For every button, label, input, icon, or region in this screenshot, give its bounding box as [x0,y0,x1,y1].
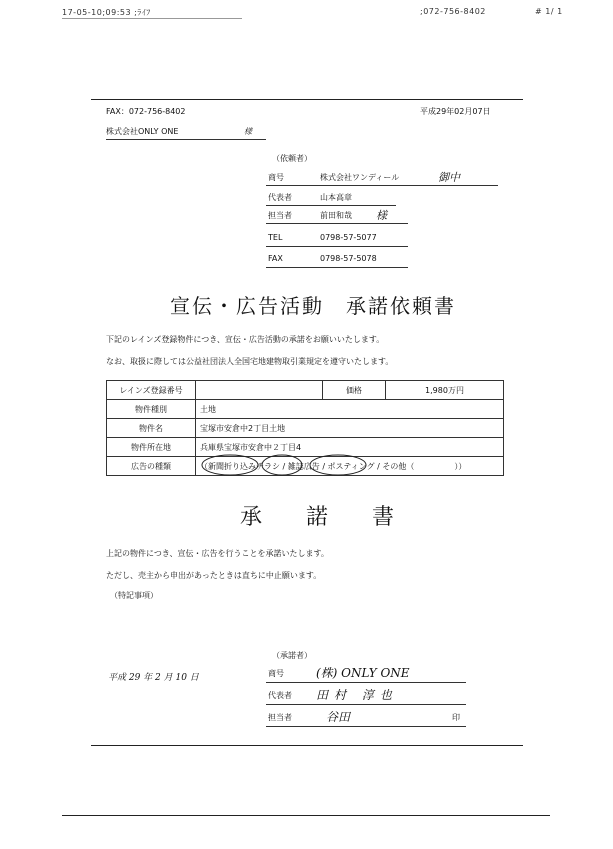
requester-representative: 山本高章 [320,193,352,202]
requester-representative-row [266,192,396,206]
type-value: 土地 [196,400,504,419]
recipient-honorific: 様 [244,127,252,136]
name-label: 物件名 [107,419,196,438]
circle-mark-1 [202,455,258,475]
signer-person-suffix: 印 [452,713,460,722]
intro-line-1: 下記のレインズ登録物件につき、宣伝・広告活動の承諾をお願いいたします。 [106,335,385,344]
fax-header-page: # 1/ 1 [535,7,563,16]
document-date: 平成29年02月07日 [420,107,491,116]
requester-trade-name-seal: 御中 [438,171,460,184]
name-value: 宝塚市安倉中2丁目土地 [196,419,504,438]
circle-mark-2 [262,455,302,475]
address-value: 兵庫県宝塚市安倉中２丁目4 [196,438,504,457]
signer-heading: （承諾者） [272,651,312,660]
type-label: 物件種別 [107,400,196,419]
address-label: 物件所在地 [107,438,196,457]
reins-value [196,381,323,400]
signer-representative-label: 代表者 [268,691,292,700]
requester-trade-name-row [266,172,498,186]
requester-person-mark: 様 [376,209,387,222]
fax-header-left: 17-05-10;09:53 ;ﾗｲﾌ [62,8,151,17]
consent-line-2: ただし、売主から申出があったときは直ちに中止願います。 [106,571,322,580]
signer-date: 平成 29 年 2 月 10 日 [108,673,199,683]
signer-person-label: 担当者 [268,713,292,722]
recipient-fax: FAX：072-756-8402 [106,107,186,116]
signer-trade-name: (株) ONLY ONE [316,666,410,680]
table-row [107,400,504,419]
method-value: （新聞折り込みチラシ / 雑誌広告 / ポスティング / その他（ ）） [196,457,504,476]
recipient-underline [106,139,266,140]
requester-trade-name: 株式会社ワンディール [320,173,400,182]
signer-person: 谷田 [326,710,351,724]
requester-trade-name-label: 商号 [268,173,284,182]
requester-fax: 0798-57-5078 [320,254,377,263]
page-title: 宣伝・広告活動 承諾依頼書 [170,294,456,318]
circle-mark-3 [310,455,366,475]
requester-fax-row [266,254,408,268]
requester-person-label: 担当者 [268,211,292,220]
table-row [107,381,504,400]
requester-tel-row [266,233,408,247]
requester-tel: 0798-57-5077 [320,233,377,242]
price-label: 価格 [323,381,386,400]
requester-representative-label: 代表者 [268,193,292,202]
handwritten-circles [190,446,390,486]
consent-title: 承 諾 書 [240,505,395,530]
fax-header-right: ;072-756-8402 [420,7,486,16]
consent-note: （特記事項） [110,591,158,600]
consent-line-1: 上記の物件につき、宣伝・広告を行うことを承諾いたします。 [106,549,329,558]
recipient-company-name: 株式会社ONLY ONE [106,127,179,136]
requester-person: 前田和哉 [320,211,352,220]
fax-header-divider [62,18,242,19]
reins-label: レインズ登録番号 [107,381,196,400]
method-label: 広告の種類 [107,457,196,476]
signer-trade-name-label: 商号 [268,669,284,678]
signer-trade-name-row [266,668,466,683]
requester-fax-label: FAX [268,254,283,263]
bottom-divider [62,815,550,816]
recipient-company [106,126,266,137]
price-value: 1,980万円 [386,381,504,400]
signer-representative: 田村 淳也 [316,688,398,702]
requester-tel-label: TEL [268,233,283,242]
signer-person-row [266,712,466,727]
intro-line-2: なお、取扱に際しては公益社団法人全国宅地建物取引業規定を遵守いたします。 [106,357,394,366]
table-row [107,419,504,438]
requester-heading: （依頼者） [272,154,312,163]
requester-person-row [266,210,408,224]
signer-representative-row [266,690,466,705]
